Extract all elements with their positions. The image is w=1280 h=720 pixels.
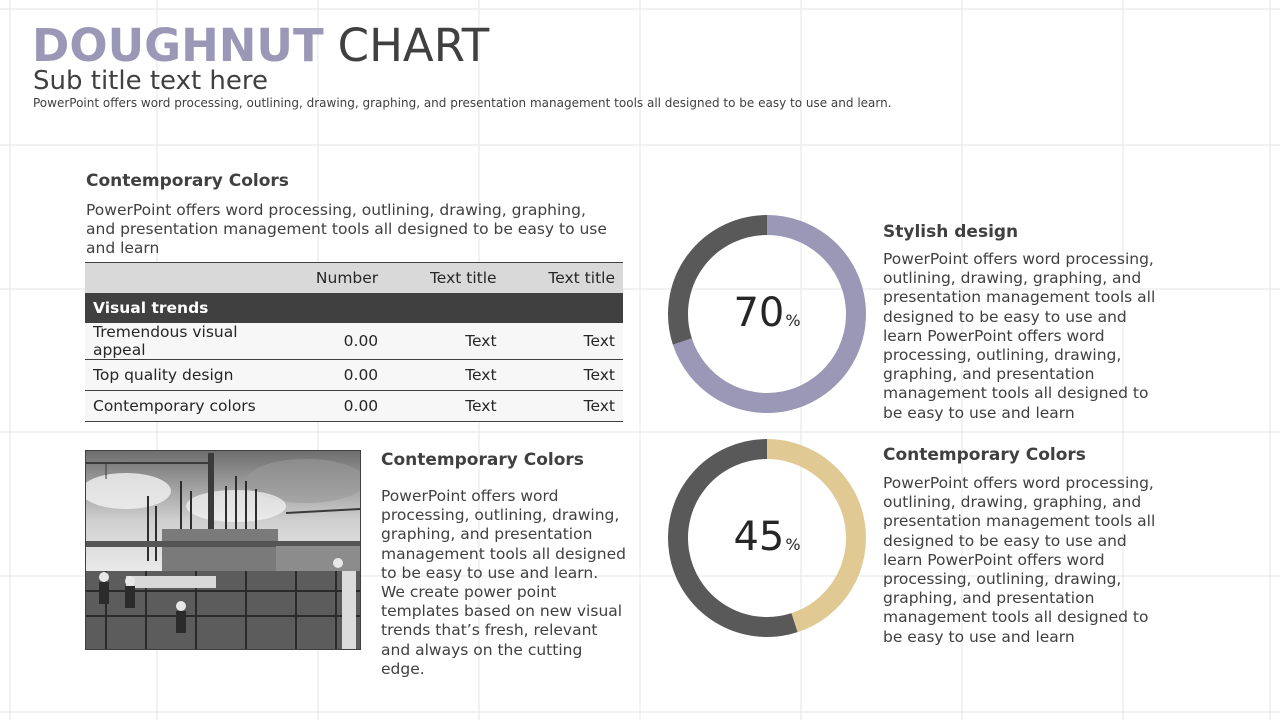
data-table	[85, 262, 623, 422]
right-block-heading: Contemporary Colors	[883, 445, 1086, 465]
construction-photo-image	[86, 451, 360, 649]
donut-center-label-45	[667, 514, 867, 560]
donut-value: 45	[733, 514, 785, 560]
table-row	[85, 360, 623, 391]
donut-center-label-70	[667, 290, 867, 336]
right-block-heading: Stylish design	[883, 222, 1019, 242]
table-cell-number: 0.00	[343, 366, 379, 384]
right-block-text: PowerPoint offers word processing, outlining, drawing, graphing, and presentation management tools all designed to be easy to use and learn PowerPoint offers word processing, outlining, drawing, graphing, and presentation management tools all designed to be easy to use and learn	[883, 474, 1156, 646]
table-header-number: Number	[315, 269, 379, 287]
page-description: PowerPoint offers word processing, outlining, drawing, graphing, and presentation management tools all designed to be easy to use and learn.	[33, 96, 892, 110]
right-block-text: PowerPoint offers word processing, outlining, drawing, graphing, and presentation management tools all designed to be easy to use and learn PowerPoint offers word processing, outlining, drawing, graphing, and presentation management tools all designed to be easy to use and learn	[883, 250, 1156, 422]
page-title	[32, 20, 489, 72]
table-cell-number: 0.00	[343, 332, 379, 350]
table-cell-label: Top quality design	[93, 366, 234, 384]
table-cell-text: Text	[465, 397, 497, 415]
table-header-empty	[85, 263, 300, 294]
table-header-col1: Text title	[429, 269, 497, 287]
title-bold: DOUGHNUT	[32, 19, 324, 72]
table-header-col2: Text title	[548, 269, 615, 287]
table-cell-text: Text	[583, 397, 615, 415]
donut-unit: %	[785, 311, 801, 330]
photo-section-text: PowerPoint offers word processing, outlining, drawing, graphing, and presentation management tools all designed to be easy to use and learn. We create power point templates based on new visual trends that’s fresh, relevant and always on the cutting edge.	[381, 487, 626, 678]
photo-section-heading: Contemporary Colors	[381, 450, 584, 470]
table-cell-text: Text	[583, 332, 615, 350]
table-row	[85, 323, 623, 360]
table-header-row	[85, 263, 623, 294]
table-row	[85, 391, 623, 422]
donut-value: 70	[733, 290, 785, 336]
table-cell-text: Text	[465, 332, 497, 350]
construction-photo	[85, 450, 361, 650]
title-light: CHART	[337, 19, 490, 72]
table-cell-label: Contemporary colors	[93, 397, 256, 415]
table-group-label: Visual trends	[93, 299, 209, 317]
table-cell-number: 0.00	[343, 397, 379, 415]
donut-unit: %	[785, 535, 801, 554]
table-section-text: PowerPoint offers word processing, outlining, drawing, graphing, and presentation management tools all designed to be easy to use and learn	[86, 201, 607, 258]
table-cell-text: Text	[465, 366, 497, 384]
table-group-row	[85, 293, 623, 323]
page-subtitle: Sub title text here	[33, 66, 269, 96]
table-section-heading: Contemporary Colors	[86, 171, 289, 191]
table-cell-text: Text	[583, 366, 615, 384]
table-cell-label: Tremendous visual appeal	[93, 323, 238, 359]
